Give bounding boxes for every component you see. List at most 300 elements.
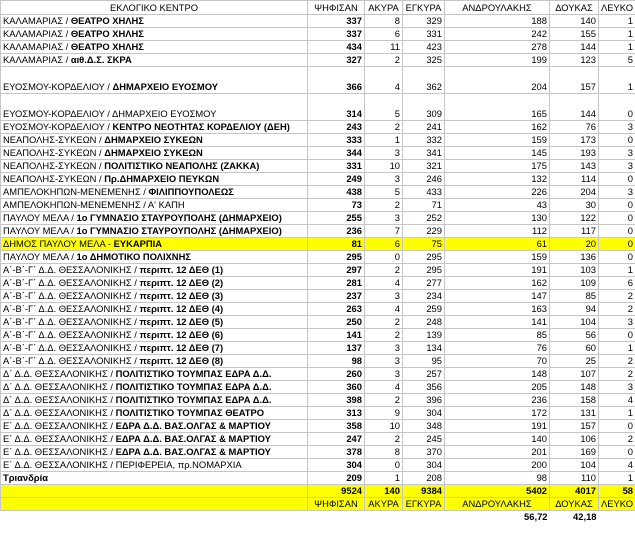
header-voted[interactable]: ΨΗΦΙΣΑΝ (308, 1, 365, 15)
cell-blank[interactable]: 2 (599, 303, 635, 316)
cell-invalid[interactable]: 8 (365, 15, 403, 28)
center-place: ΑΜΠΕΛΟΚΗΠΩΝ-ΜΕΝΕΜΕΝΗΣ / (3, 186, 149, 197)
cell-valid[interactable]: 295 (403, 264, 445, 277)
table-row (1, 394, 635, 407)
cell-valid[interactable]: 329 (403, 15, 445, 28)
cell-invalid[interactable]: 1 (365, 134, 403, 147)
cell-invalid[interactable]: 2 (365, 316, 403, 329)
cell-cand2[interactable]: 140 (550, 15, 599, 28)
center-place: Ε΄ Δ.Δ. ΘΕΣΣΑΛΟΝΙΚΗΣ / (3, 433, 116, 444)
cell-blank[interactable]: 1 (599, 342, 635, 355)
cell-cand1[interactable]: 132 (445, 173, 550, 186)
cell-blank[interactable]: 2 (599, 433, 635, 446)
total-valid[interactable]: 9384 (403, 485, 445, 498)
cell-cand2[interactable]: 204 (550, 186, 599, 199)
cell-voted[interactable]: 398 (308, 394, 365, 407)
cell-blank[interactable]: 1 (599, 41, 635, 54)
cell-blank[interactable]: 0 (599, 94, 635, 121)
cell-cand1[interactable]: 201 (445, 446, 550, 459)
header-cand2[interactable]: ΔΟΥΚΑΣ (550, 1, 599, 15)
center-venue: ΠΟΛΙΤΙΣΤΙΚΟ ΤΟΥΜΠΑΣ ΕΔΡΑ Δ.Δ. (115, 368, 272, 379)
cell-cand2[interactable]: 114 (550, 173, 599, 186)
cell-cand2[interactable]: 94 (550, 303, 599, 316)
cell-invalid[interactable]: 4 (365, 381, 403, 394)
center-cell[interactable] (1, 199, 308, 212)
cell-voted[interactable]: 281 (308, 277, 365, 290)
cell-cand1[interactable]: 188 (445, 15, 550, 28)
cell-cand1[interactable]: 175 (445, 160, 550, 173)
cell-invalid[interactable]: 4 (365, 67, 403, 94)
cell-cand1[interactable]: 70 (445, 355, 550, 368)
cell-invalid[interactable]: 0 (365, 459, 403, 472)
center-cell[interactable] (1, 173, 308, 186)
center-cell[interactable] (1, 121, 308, 134)
center-cell[interactable] (1, 277, 308, 290)
header-center[interactable]: ΕΚΛΟΓΙΚΟ ΚΕΝΤΡΟ (1, 1, 308, 15)
cell-cand1[interactable]: 226 (445, 186, 550, 199)
cell-valid[interactable]: 134 (403, 342, 445, 355)
cell-voted[interactable]: 358 (308, 420, 365, 433)
center-cell[interactable] (1, 290, 308, 303)
cell-cand1[interactable]: 141 (445, 316, 550, 329)
cell-cand1[interactable]: 200 (445, 459, 550, 472)
cell-cand1[interactable]: 148 (445, 368, 550, 381)
pct-spacer (365, 511, 403, 524)
cell-voted[interactable]: 295 (308, 251, 365, 264)
center-cell[interactable] (1, 329, 308, 342)
cell-cand2[interactable]: 155 (550, 28, 599, 41)
cell-valid[interactable]: 259 (403, 303, 445, 316)
cell-blank[interactable]: 3 (599, 147, 635, 160)
header-blank[interactable]: ΛΕΥΚΟ (599, 1, 635, 15)
cell-cand1[interactable]: 205 (445, 381, 550, 394)
cell-valid[interactable]: 295 (403, 251, 445, 264)
cell-cand2[interactable]: 122 (550, 212, 599, 225)
cell-cand2[interactable]: 107 (550, 368, 599, 381)
cell-voted[interactable]: 333 (308, 134, 365, 147)
cell-voted[interactable]: 237 (308, 290, 365, 303)
cell-invalid[interactable]: 3 (365, 212, 403, 225)
center-cell[interactable] (1, 316, 308, 329)
header-row (1, 1, 635, 15)
cell-valid[interactable]: 246 (403, 173, 445, 186)
cell-voted[interactable]: 137 (308, 342, 365, 355)
center-cell[interactable] (1, 94, 308, 121)
table-row (1, 54, 635, 67)
table-row (1, 368, 635, 381)
cell-cand2[interactable]: 157 (550, 420, 599, 433)
cell-voted[interactable]: 260 (308, 368, 365, 381)
center-cell[interactable] (1, 67, 308, 94)
table-row (1, 472, 635, 485)
cell-valid[interactable]: 348 (403, 420, 445, 433)
cell-cand1[interactable]: 204 (445, 67, 550, 94)
center-cell[interactable] (1, 186, 308, 199)
cell-valid[interactable]: 95 (403, 355, 445, 368)
center-venue: ΘΕΑΤΡΟ ΧΗΛΗΣ (70, 28, 144, 39)
cell-cand1[interactable]: 112 (445, 225, 550, 238)
cell-cand1[interactable]: 278 (445, 41, 550, 54)
center-venue: ΦΙΛΙΠΠΟΥΠΟΛΕΩΣ (148, 186, 234, 197)
center-cell[interactable] (1, 381, 308, 394)
cell-cand2[interactable]: 143 (550, 160, 599, 173)
cell-cand1[interactable]: 191 (445, 264, 550, 277)
cell-blank[interactable]: 3 (599, 186, 635, 199)
table-row (1, 446, 635, 459)
cell-invalid[interactable]: 9 (365, 407, 403, 420)
cell-blank[interactable]: 1 (599, 472, 635, 485)
table-row (1, 251, 635, 264)
cell-valid[interactable]: 75 (403, 238, 445, 251)
cell-voted[interactable]: 337 (308, 15, 365, 28)
cell-valid[interactable]: 341 (403, 147, 445, 160)
cell-cand1[interactable]: 85 (445, 329, 550, 342)
footer-header-blank: ΛΕΥΚΟ (599, 498, 635, 511)
cell-cand1[interactable]: 162 (445, 277, 550, 290)
cell-cand1[interactable]: 61 (445, 238, 550, 251)
cell-blank[interactable]: 3 (599, 160, 635, 173)
center-place: Α΄-Β΄-Γ΄ Δ.Δ. ΘΕΣΣΑΛΟΝΙΚΗΣ / (3, 329, 140, 340)
center-cell[interactable] (1, 407, 308, 420)
cell-valid[interactable]: 248 (403, 316, 445, 329)
cell-cand2[interactable]: 157 (550, 67, 599, 94)
cell-cand2[interactable]: 148 (550, 381, 599, 394)
total-invalid[interactable]: 140 (365, 485, 403, 498)
cell-invalid[interactable]: 6 (365, 238, 403, 251)
center-place: ΕΥΟΣΜΟΥ-ΚΟΡΔΕΛΙΟΥ / (3, 121, 113, 132)
center-venue: περιπτ. 12 ΔΕΘ (1) (139, 264, 224, 275)
cell-voted[interactable]: 366 (308, 67, 365, 94)
cell-voted[interactable]: 243 (308, 121, 365, 134)
cell-cand2[interactable]: 106 (550, 433, 599, 446)
cell-cand1[interactable]: 43 (445, 199, 550, 212)
table-row (1, 94, 635, 121)
header-invalid[interactable]: ΑΚΥΡΑ (365, 1, 403, 15)
cell-cand2[interactable]: 103 (550, 264, 599, 277)
cell-blank[interactable]: 0 (599, 212, 635, 225)
center-cell[interactable] (1, 368, 308, 381)
center-place: ΚΑΛΑΜΑΡΙΑΣ / (3, 54, 71, 65)
cell-invalid[interactable]: 3 (365, 342, 403, 355)
cell-blank[interactable]: 1 (599, 264, 635, 277)
cell-voted[interactable]: 247 (308, 433, 365, 446)
cell-valid[interactable]: 356 (403, 381, 445, 394)
cell-valid[interactable]: 139 (403, 329, 445, 342)
total-blank[interactable]: 58 (599, 485, 635, 498)
cell-blank[interactable]: 0 (599, 329, 635, 342)
cell-invalid[interactable]: 4 (365, 277, 403, 290)
cell-cand2[interactable]: 25 (550, 355, 599, 368)
cell-voted[interactable]: 98 (308, 355, 365, 368)
cell-valid[interactable]: 304 (403, 459, 445, 472)
cell-valid[interactable]: 433 (403, 186, 445, 199)
center-cell[interactable] (1, 355, 308, 368)
cell-blank[interactable]: 2 (599, 290, 635, 303)
cell-valid[interactable]: 252 (403, 212, 445, 225)
cell-blank[interactable]: 4 (599, 394, 635, 407)
cell-blank[interactable]: 3 (599, 381, 635, 394)
cell-invalid[interactable]: 2 (365, 54, 403, 67)
cell-cand2[interactable]: 60 (550, 342, 599, 355)
total-voted[interactable]: 9524 (308, 485, 365, 498)
cell-invalid[interactable]: 2 (365, 329, 403, 342)
center-place: ΔΗΜΟΣ ΠΑΥΛΟΥ ΜΕΛΑ - (3, 238, 114, 249)
cell-blank[interactable]: 2 (599, 355, 635, 368)
cell-invalid[interactable]: 5 (365, 94, 403, 121)
center-cell[interactable] (1, 54, 308, 67)
cell-valid[interactable]: 208 (403, 472, 445, 485)
cell-valid[interactable]: 71 (403, 199, 445, 212)
cell-cand2[interactable]: 104 (550, 316, 599, 329)
cell-voted[interactable]: 360 (308, 381, 365, 394)
cell-blank[interactable]: 4 (599, 459, 635, 472)
cell-invalid[interactable]: 10 (365, 160, 403, 173)
total-cand1[interactable]: 5402 (445, 485, 550, 498)
cell-voted[interactable]: 263 (308, 303, 365, 316)
cell-blank[interactable]: 1 (599, 67, 635, 94)
cell-cand1[interactable]: 147 (445, 290, 550, 303)
cell-invalid[interactable]: 7 (365, 225, 403, 238)
cell-cand1[interactable]: 162 (445, 121, 550, 134)
table-row (1, 381, 635, 394)
cell-voted[interactable]: 141 (308, 329, 365, 342)
table-row (1, 459, 635, 472)
table-row (1, 134, 635, 147)
cell-valid[interactable]: 332 (403, 134, 445, 147)
cell-voted[interactable]: 255 (308, 212, 365, 225)
center-place: ΠΑΥΛΟΥ ΜΕΛΑ / (3, 212, 77, 223)
cell-cand2[interactable]: 110 (550, 472, 599, 485)
center-cell[interactable] (1, 238, 308, 251)
cell-valid[interactable]: 331 (403, 28, 445, 41)
cell-blank[interactable]: 0 (599, 134, 635, 147)
cell-cand2[interactable]: 109 (550, 277, 599, 290)
center-cell[interactable] (1, 212, 308, 225)
cell-valid[interactable]: 234 (403, 290, 445, 303)
totals-row (1, 485, 635, 498)
cell-cand2[interactable]: 104 (550, 459, 599, 472)
cell-voted[interactable]: 313 (308, 407, 365, 420)
cell-valid[interactable]: 325 (403, 54, 445, 67)
cell-voted[interactable]: 250 (308, 316, 365, 329)
cell-cand2[interactable]: 173 (550, 134, 599, 147)
cell-invalid[interactable]: 6 (365, 28, 403, 41)
cell-cand1[interactable]: 145 (445, 147, 550, 160)
center-venue: ΠΟΛΙΤΙΣΤΙΚΟ ΤΟΥΜΠΑΣ ΕΔΡΑ Δ.Δ. (115, 381, 272, 392)
center-place: Α΄-Β΄-Γ΄ Δ.Δ. ΘΕΣΣΑΛΟΝΙΚΗΣ / (3, 342, 140, 353)
center-cell[interactable] (1, 459, 308, 472)
cell-blank[interactable]: 5 (599, 54, 635, 67)
cell-cand2[interactable]: 144 (550, 41, 599, 54)
cell-cand1[interactable]: 199 (445, 54, 550, 67)
cell-blank[interactable]: 3 (599, 121, 635, 134)
cell-blank[interactable]: 0 (599, 199, 635, 212)
cell-voted[interactable]: 438 (308, 186, 365, 199)
cell-blank[interactable]: 0 (599, 446, 635, 459)
center-cell[interactable] (1, 433, 308, 446)
cell-invalid[interactable]: 2 (365, 433, 403, 446)
center-cell[interactable] (1, 303, 308, 316)
header-cand1[interactable]: ΑΝΔΡΟΥΛΑΚΗΣ (445, 1, 550, 15)
cell-invalid[interactable]: 2 (365, 394, 403, 407)
cell-blank[interactable]: 1 (599, 28, 635, 41)
center-cell[interactable] (1, 251, 308, 264)
center-place: ΝΕΑΠΟΛΗΣ-ΣΥΚΕΩΝ / (3, 173, 105, 184)
cell-valid[interactable]: 277 (403, 277, 445, 290)
cell-valid[interactable]: 423 (403, 41, 445, 54)
center-cell[interactable] (1, 160, 308, 173)
center-cell[interactable] (1, 41, 308, 54)
cell-blank[interactable]: 1 (599, 15, 635, 28)
cell-cand1[interactable]: 130 (445, 212, 550, 225)
cell-valid[interactable]: 241 (403, 121, 445, 134)
cell-invalid[interactable]: 11 (365, 41, 403, 54)
cell-cand1[interactable]: 140 (445, 433, 550, 446)
center-venue: ΕΔΡΑ Δ.Δ. ΒΑΣ.ΟΛΓΑΣ & ΜΑΡΤΙΟΥ (115, 433, 271, 444)
cell-blank[interactable]: 1 (599, 407, 635, 420)
cell-voted[interactable]: 314 (308, 94, 365, 121)
footer-header-cand1: ΑΝΔΡΟΥΛΑΚΗΣ (445, 498, 550, 511)
cell-cand1[interactable]: 236 (445, 394, 550, 407)
cell-invalid[interactable]: 3 (365, 355, 403, 368)
cell-valid[interactable]: 370 (403, 446, 445, 459)
cell-blank[interactable]: 6 (599, 277, 635, 290)
cell-blank[interactable]: 0 (599, 225, 635, 238)
cell-invalid[interactable]: 8 (365, 446, 403, 459)
cell-blank[interactable]: 3 (599, 316, 635, 329)
cell-valid[interactable]: 309 (403, 94, 445, 121)
header-valid[interactable]: ΕΓΚΥΡΑ (403, 1, 445, 15)
cell-voted[interactable]: 209 (308, 472, 365, 485)
cell-cand1[interactable]: 242 (445, 28, 550, 41)
center-venue: ΠΟΛΙΤΙΣΤΙΚΟ ΤΟΥΜΠΑΣ ΕΔΡΑ Δ.Δ. (115, 394, 272, 405)
cell-cand1[interactable]: 163 (445, 303, 550, 316)
center-cell[interactable] (1, 15, 308, 28)
cell-voted[interactable]: 378 (308, 446, 365, 459)
cell-valid[interactable]: 304 (403, 407, 445, 420)
cell-invalid[interactable]: 2 (365, 199, 403, 212)
cell-invalid[interactable]: 3 (365, 173, 403, 186)
cell-cand1[interactable]: 159 (445, 134, 550, 147)
cell-cand1[interactable]: 172 (445, 407, 550, 420)
percentages-row (1, 511, 635, 524)
center-place: ΑΜΠΕΛΟΚΗΠΩΝ-ΜΕΝΕΜΕΝΗΣ / (3, 199, 148, 210)
cell-voted[interactable]: 297 (308, 264, 365, 277)
cell-blank[interactable]: 0 (599, 173, 635, 186)
cell-cand2[interactable]: 117 (550, 225, 599, 238)
cell-blank[interactable]: 2 (599, 368, 635, 381)
cell-voted[interactable]: 434 (308, 41, 365, 54)
cell-invalid[interactable]: 2 (365, 121, 403, 134)
cell-voted[interactable]: 81 (308, 238, 365, 251)
cell-cand1[interactable]: 165 (445, 94, 550, 121)
cell-blank[interactable]: 0 (599, 420, 635, 433)
center-venue: περιπτ. 12 ΔΕΘ (6) (139, 329, 224, 340)
total-cand2[interactable]: 4017 (550, 485, 599, 498)
cell-invalid[interactable]: 3 (365, 368, 403, 381)
cell-valid[interactable]: 396 (403, 394, 445, 407)
center-place: ΕΥΟΣΜΟΥ-ΚΟΡΔΕΛΙΟΥ / (3, 108, 112, 119)
footer-header-voted: ΨΗΦΙΣΑΝ (308, 498, 365, 511)
cell-invalid[interactable]: 5 (365, 186, 403, 199)
cell-cand1[interactable]: 159 (445, 251, 550, 264)
cell-blank[interactable]: 0 (599, 238, 635, 251)
center-cell[interactable] (1, 264, 308, 277)
cell-cand2[interactable]: 20 (550, 238, 599, 251)
cell-invalid[interactable]: 3 (365, 290, 403, 303)
pct-cand1: 56,72 (524, 511, 548, 522)
center-place: Ε΄ Δ.Δ. ΘΕΣΣΑΛΟΝΙΚΗΣ / (3, 459, 116, 470)
cell-voted[interactable]: 344 (308, 147, 365, 160)
center-cell[interactable] (1, 147, 308, 160)
cell-voted[interactable]: 249 (308, 173, 365, 186)
cell-valid[interactable]: 362 (403, 67, 445, 94)
table-row (1, 147, 635, 160)
cell-cand1[interactable]: 191 (445, 420, 550, 433)
center-cell[interactable] (1, 134, 308, 147)
cell-cand2[interactable]: 131 (550, 407, 599, 420)
cell-invalid[interactable]: 10 (365, 420, 403, 433)
cell-voted[interactable]: 236 (308, 225, 365, 238)
center-cell[interactable] (1, 342, 308, 355)
center-venue: ΕΔΡΑ Δ.Δ. ΒΑΣ.ΟΛΓΑΣ & ΜΑΡΤΙΟΥ (115, 420, 271, 431)
cell-valid[interactable]: 245 (403, 433, 445, 446)
cell-invalid[interactable]: 0 (365, 251, 403, 264)
table-row (1, 212, 635, 225)
cell-invalid[interactable]: 2 (365, 264, 403, 277)
cell-valid[interactable]: 257 (403, 368, 445, 381)
cell-cand2[interactable]: 85 (550, 290, 599, 303)
cell-cand2[interactable]: 193 (550, 147, 599, 160)
cell-voted[interactable]: 337 (308, 28, 365, 41)
cell-valid[interactable]: 321 (403, 160, 445, 173)
cell-cand2[interactable]: 30 (550, 199, 599, 212)
cell-cand1[interactable]: 98 (445, 472, 550, 485)
cell-cand2[interactable]: 144 (550, 94, 599, 121)
cell-invalid[interactable]: 1 (365, 472, 403, 485)
cell-voted[interactable]: 73 (308, 199, 365, 212)
cell-valid[interactable]: 229 (403, 225, 445, 238)
center-cell[interactable] (1, 394, 308, 407)
footer-header-valid: ΕΓΚΥΡΑ (403, 498, 445, 511)
cell-invalid[interactable]: 4 (365, 303, 403, 316)
center-cell[interactable] (1, 420, 308, 433)
center-venue: 1ο ΓΥΜΝΑΣΙΟ ΣΤΑΥΡΟΥΠΟΛΗΣ (ΔΗΜΑΡΧΕΙΟ) (76, 225, 282, 236)
cell-cand2[interactable]: 56 (550, 329, 599, 342)
cell-voted[interactable]: 327 (308, 54, 365, 67)
cell-cand2[interactable]: 136 (550, 251, 599, 264)
center-cell[interactable] (1, 28, 308, 41)
pct-spacer (308, 511, 365, 524)
cell-voted[interactable]: 331 (308, 160, 365, 173)
center-place: Α΄-Β΄-Γ΄ Δ.Δ. ΘΕΣΣΑΛΟΝΙΚΗΣ / (3, 303, 140, 314)
center-cell[interactable] (1, 446, 308, 459)
cell-voted[interactable]: 304 (308, 459, 365, 472)
cell-cand2[interactable]: 158 (550, 394, 599, 407)
footer-header-row (1, 498, 635, 511)
center-cell[interactable] (1, 472, 308, 485)
cell-cand1[interactable]: 76 (445, 342, 550, 355)
center-place: ΚΑΛΑΜΑΡΙΑΣ / (3, 28, 71, 39)
cell-cand2[interactable]: 76 (550, 121, 599, 134)
cell-cand2[interactable]: 169 (550, 446, 599, 459)
cell-cand2[interactable]: 123 (550, 54, 599, 67)
cell-invalid[interactable]: 3 (365, 147, 403, 160)
center-cell[interactable] (1, 225, 308, 238)
table-row (1, 277, 635, 290)
cell-blank[interactable]: 0 (599, 251, 635, 264)
center-venue: ΘΕΑΤΡΟ ΧΗΛΗΣ (70, 15, 144, 26)
